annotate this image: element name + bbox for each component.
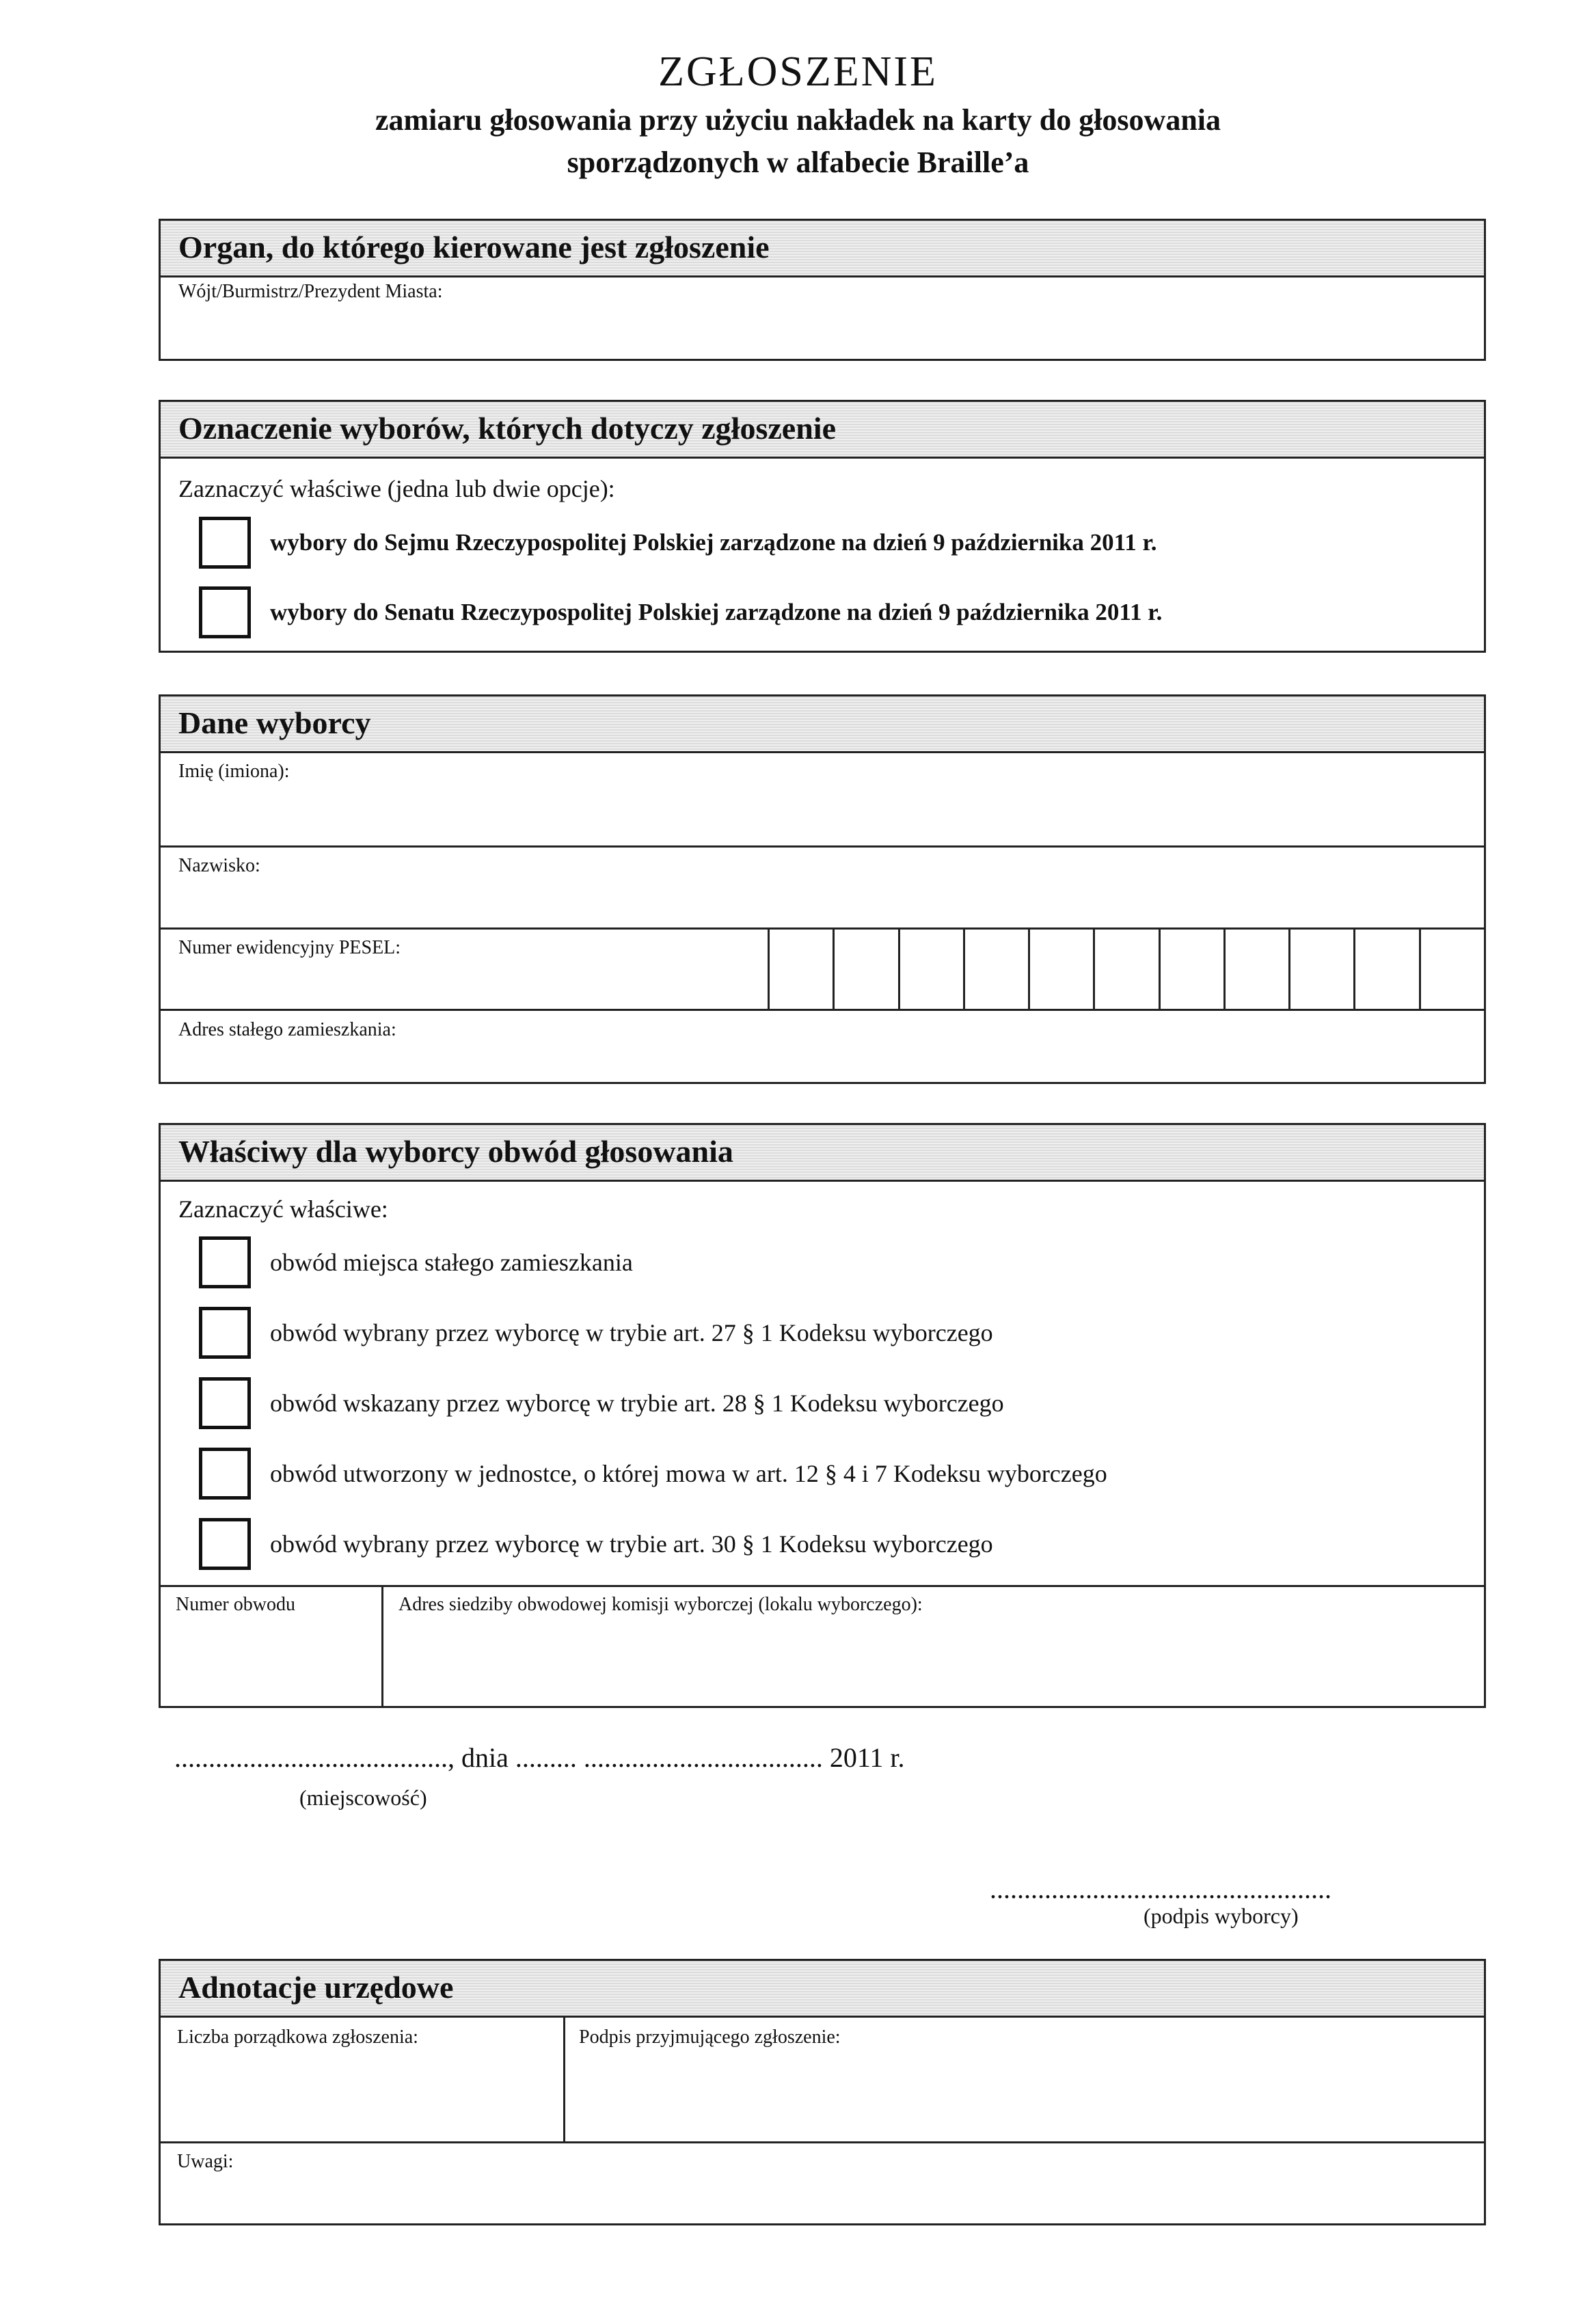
- last-name-field[interactable]: [161, 848, 1484, 927]
- voter-section: [159, 694, 1486, 1084]
- district-section: [159, 1123, 1486, 1708]
- district-instruction: Zaznaczyć właściwe:: [178, 1195, 388, 1223]
- district-option-label: obwód wskazany przez wyborcę w trybie art. 28 § 1 Kodeksu wyborczego: [270, 1390, 1004, 1417]
- commission-address-field[interactable]: [383, 1587, 1484, 1706]
- official-section-header: [161, 1961, 1484, 2018]
- sejm-checkbox[interactable]: [199, 517, 251, 569]
- pesel-digit-box[interactable]: [833, 930, 897, 1009]
- elections-heading: Oznaczenie wyborów, których dotyczy zgłoszenie: [178, 411, 836, 446]
- pesel-digit-box[interactable]: [1028, 930, 1093, 1009]
- sejm-option-label: wybory do Sejmu Rzeczypospolitej Polskiej zarządzone na dzień 9 października 2011 r.: [270, 529, 1157, 556]
- pesel-digit-box[interactable]: [1419, 930, 1484, 1009]
- elections-section-header: [161, 402, 1484, 459]
- form-subtitle-line2: sporządzonych w alfabecie Braille’a: [567, 146, 1029, 179]
- address-label: Adres stałego zamieszkania:: [178, 1019, 396, 1040]
- pesel-label: Numer ewidencyjny PESEL:: [178, 937, 401, 958]
- pesel-boxes: [768, 930, 1484, 1009]
- organ-heading: Organ, do którego kierowane jest zgłoszenie: [178, 230, 770, 265]
- district-option-checkbox[interactable]: [199, 1236, 251, 1288]
- last-name-label: Nazwisko:: [178, 855, 260, 876]
- organ-section-header: [161, 221, 1484, 277]
- remarks-label: Uwagi:: [177, 2151, 234, 2172]
- place-input[interactable]: ........................................: [174, 1742, 448, 1773]
- official-section: [159, 1959, 1486, 2225]
- first-name-field[interactable]: [161, 753, 1484, 845]
- voter-section-header: [161, 696, 1484, 753]
- pesel-digit-box[interactable]: [898, 930, 963, 1009]
- organ-input-field[interactable]: [161, 306, 1484, 359]
- receiver-signature-label: Podpis przyjmującego zgłoszenie:: [579, 2027, 841, 2048]
- year-label: 2011 r.: [829, 1742, 905, 1773]
- form-subtitle-line1: zamiaru głosowania przy użyciu nakładek na karty do głosowania: [375, 103, 1221, 137]
- district-section-header: [161, 1125, 1484, 1182]
- elections-instruction: Zaznaczyć właściwe (jedna lub dwie opcje):: [178, 475, 615, 502]
- voter-heading: Dane wyborcy: [178, 705, 371, 740]
- district-option-checkbox[interactable]: [199, 1518, 251, 1570]
- district-option-label: obwód utworzony w jednostce, o której mowa w art. 12 § 4 i 7 Kodeksu wyborczego: [270, 1460, 1107, 1487]
- pesel-digit-box[interactable]: [1159, 930, 1223, 1009]
- serial-number-field[interactable]: [161, 2018, 563, 2141]
- pesel-digit-box[interactable]: [963, 930, 1028, 1009]
- address-field[interactable]: [161, 1011, 1484, 1082]
- pesel-digit-box[interactable]: [768, 930, 833, 1009]
- official-heading: Adnotacje urzędowe: [178, 1970, 454, 2005]
- place-caption: (miejscowość): [299, 1785, 427, 1810]
- pesel-digit-box[interactable]: [1093, 930, 1158, 1009]
- serial-number-label: Liczba porządkowa zgłoszenia:: [177, 2027, 418, 2048]
- signature-input[interactable]: ..................................................: [990, 1873, 1331, 1904]
- date-prefix: , dnia: [448, 1742, 509, 1773]
- district-number-field[interactable]: [161, 1587, 381, 1706]
- signature-caption: (podpis wyborcy): [1144, 1903, 1299, 1928]
- district-option-checkbox[interactable]: [199, 1377, 251, 1429]
- district-number-label: Numer obwodu: [176, 1594, 295, 1615]
- senat-checkbox[interactable]: [199, 586, 251, 638]
- receiver-signature-field[interactable]: [565, 2018, 1484, 2141]
- place-date-line: [174, 1742, 905, 1774]
- district-option-label: obwód miejsca stałego zamieszkania: [270, 1249, 633, 1276]
- organ-label: Wójt/Burmistrz/Prezydent Miasta:: [178, 281, 443, 302]
- district-option-label: obwód wybrany przez wyborcę w trybie art. 30 § 1 Kodeksu wyborczego: [270, 1530, 993, 1558]
- district-option-checkbox[interactable]: [199, 1307, 251, 1359]
- form-title: ZGŁOSZENIE: [658, 49, 938, 95]
- pesel-digit-box[interactable]: [1353, 930, 1418, 1009]
- elections-section: [159, 400, 1486, 653]
- senat-option-label: wybory do Senatu Rzeczypospolitej Polskiej zarządzone na dzień 9 października 2011 r.: [270, 599, 1163, 625]
- first-name-label: Imię (imiona):: [178, 761, 290, 782]
- pesel-digit-box[interactable]: [1223, 930, 1288, 1009]
- district-heading: Właściwy dla wyborcy obwód głosowania: [178, 1134, 733, 1169]
- date-input[interactable]: ......... ...................................: [515, 1742, 823, 1773]
- commission-address-label: Adres siedziby obwodowej komisji wyborczej (lokalu wyborczego):: [398, 1594, 923, 1615]
- pesel-digit-box[interactable]: [1288, 930, 1353, 1009]
- remarks-field[interactable]: [161, 2143, 1484, 2223]
- district-option-checkbox[interactable]: [199, 1448, 251, 1500]
- organ-section: [159, 219, 1486, 361]
- pesel-row: [161, 930, 1484, 1009]
- district-option-label: obwód wybrany przez wyborcę w trybie art. 27 § 1 Kodeksu wyborczego: [270, 1319, 993, 1346]
